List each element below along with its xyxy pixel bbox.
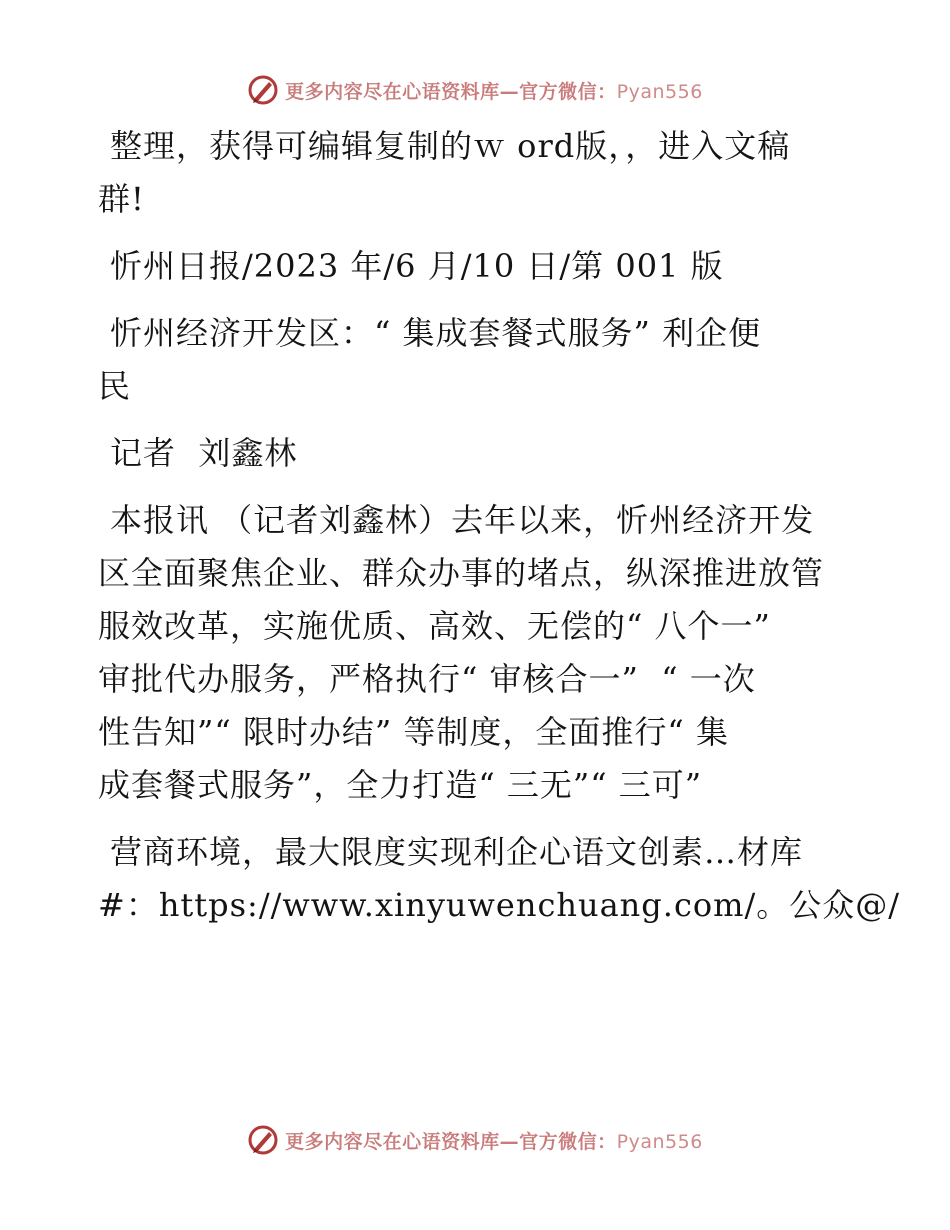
title-line-2: 民 — [98, 367, 132, 405]
article-title — [98, 307, 858, 413]
closing-line-1: 营商环境，最大限度实现利企心语文创素…材库 — [110, 833, 804, 871]
pen-logo-icon — [247, 74, 279, 106]
title-line-1: 忻州经济开发区：“ 集成套餐式服务” 利企便 — [110, 314, 762, 352]
byline — [98, 427, 858, 480]
closing-line-2: #：https://www.xinyuwenchuang.com/。公众@/ — [98, 886, 901, 924]
footer-watermark — [0, 1120, 950, 1160]
article-line-4: 审批代办服务，严格执行“ 审核合一” “ 一次 — [98, 660, 756, 698]
intro-line-1: 整理，获得可编辑复制的ｗ ord版，，进入文稿 — [110, 127, 791, 165]
header-watermark — [0, 70, 950, 110]
intro-paragraph — [98, 120, 858, 226]
document-body — [98, 120, 901, 946]
article-line-6: 成套餐式服务”，全力打造“ 三无”“ 三可” — [98, 766, 703, 804]
article-line-3: 服效改革，实施优质、高效、无偿的“ 八个一” — [98, 607, 771, 645]
source-line — [98, 240, 858, 293]
intro-line-2: 群! — [98, 180, 145, 218]
article-line-1: 本报讯 （记者刘鑫林）去年以来，忻州经济开发 — [110, 501, 815, 539]
pen-logo-icon — [247, 1124, 279, 1156]
watermark-handle: Pyan556 — [616, 1130, 703, 1153]
article-line-2: 区全面聚焦企业、群众办事的堵点，纵深推进放管 — [98, 554, 825, 592]
watermark-text: 更多内容尽在心语资料库—官方微信：Pyan556 — [285, 80, 703, 103]
article-paragraph — [98, 494, 858, 812]
source-text: 忻州日报/2023 年/6 月/10 日/第 001 版 — [110, 247, 724, 285]
watermark-text: 更多内容尽在心语资料库—官方微信：Pyan556 — [285, 1130, 703, 1153]
closing-paragraph — [98, 826, 901, 932]
watermark-handle: Pyan556 — [616, 80, 703, 103]
article-line-5: 性告知”“ 限时办结” 等制度，全面推行“ 集 — [98, 713, 729, 751]
byline-text: 记者 刘鑫林 — [110, 434, 298, 472]
